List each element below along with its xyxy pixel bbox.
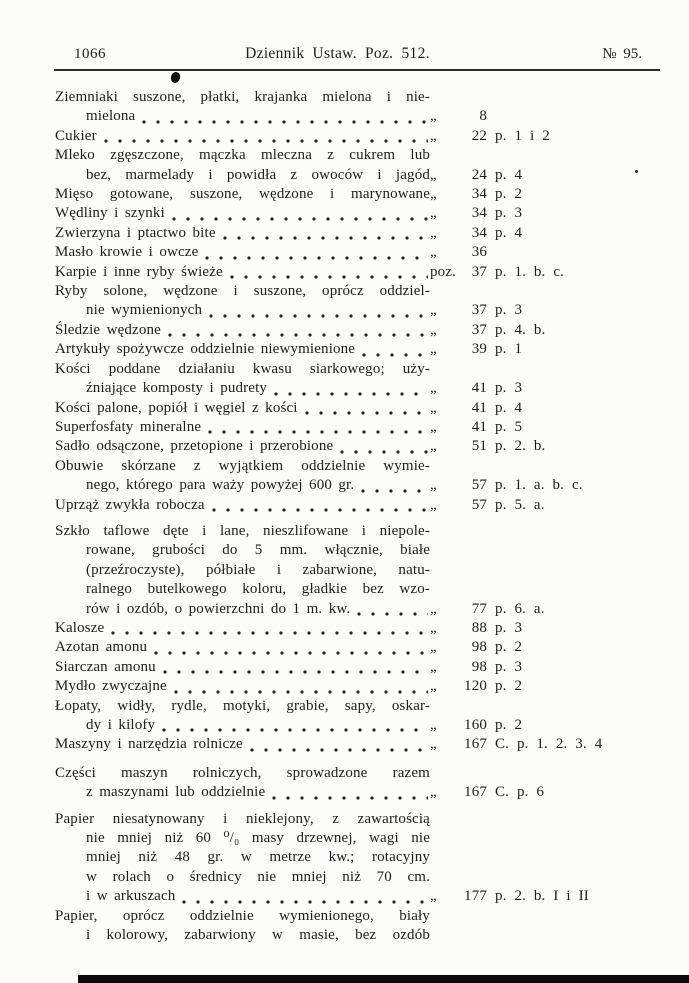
item-text-line — [55, 379, 430, 398]
item-text-line — [55, 321, 430, 340]
ref-number: 177 — [464, 888, 487, 905]
item-description — [55, 282, 430, 321]
ref-suffix: p. 4 — [495, 166, 523, 183]
item-description — [55, 496, 430, 515]
item-text-line — [55, 496, 430, 515]
list-item — [55, 88, 660, 127]
ref-number: 34 — [471, 186, 487, 203]
item-text-line: Kości poddane działaniu kwasu siarkowego; uży- — [55, 360, 430, 377]
ref-mark: „ — [430, 496, 437, 513]
ref-mark: „ — [430, 658, 437, 675]
ref-number: 37 — [471, 302, 487, 319]
item-description — [55, 735, 430, 754]
item-text: rów i ozdób, o powierzchni do 1 m. kw. — [86, 600, 351, 617]
item-description — [55, 638, 430, 657]
ref-mark: „ — [430, 399, 437, 416]
item-text-line — [55, 600, 430, 619]
dot-leader — [274, 379, 428, 398]
ref-suffix: p. 4 — [495, 399, 523, 416]
ref-suffix: p. 3 — [495, 205, 523, 222]
ref-suffix: p. 3 — [495, 619, 523, 636]
item-text: Śledzie wędzone — [55, 321, 161, 338]
item-text: Superfosfaty mineralne — [55, 418, 202, 435]
ref-suffix: p. 1 i 2 — [495, 127, 550, 144]
item-text-line — [55, 340, 430, 359]
ref-mark: „ — [430, 418, 437, 435]
item-description — [55, 619, 430, 638]
item-text-line: Ryby solone, wędzone i suszone, oprócz oddziel- — [55, 283, 430, 300]
dot-leader — [208, 418, 428, 437]
item-text: dy i kilofy — [86, 717, 156, 733]
list-item — [55, 399, 660, 418]
list-item — [55, 437, 660, 456]
document-title: Dziennik Ustaw. Poz. 512. — [245, 45, 430, 62]
item-text-line: Części maszyn rolniczych, sprowadzone razem — [55, 764, 430, 781]
ref-number: 41 — [471, 399, 487, 416]
list-item — [55, 764, 660, 803]
ref-mark: „ — [430, 438, 437, 455]
list-item — [55, 185, 660, 204]
ref-suffix: p. 3 — [495, 302, 523, 319]
ref-suffix: p. 5. a. — [495, 496, 545, 513]
dot-leader — [230, 263, 428, 282]
item-description — [55, 697, 430, 736]
ref-mark: „ — [430, 244, 437, 261]
tariff-reference — [430, 783, 544, 802]
dot-leader — [340, 437, 428, 456]
tariff-reference — [430, 619, 522, 638]
item-text-line — [55, 127, 430, 146]
ref-number: 167 — [464, 784, 487, 801]
tariff-reference — [430, 437, 545, 456]
item-description — [55, 263, 430, 282]
list-item — [55, 658, 660, 677]
dot-leader — [163, 658, 428, 677]
item-description — [55, 360, 430, 399]
ref-mark: „ — [430, 717, 437, 733]
list-item — [55, 522, 660, 619]
item-text-line: Ziemniaki suszone, płatki, krajanka mielona i nie- — [55, 89, 430, 105]
item-text-line — [55, 716, 430, 735]
tariff-reference — [430, 638, 522, 657]
item-text: Zwierzyna i ptactwo bite — [55, 224, 216, 241]
item-description — [55, 224, 430, 243]
item-text-line — [55, 437, 430, 456]
ref-suffix: p. 1. a. b. c. — [495, 477, 583, 494]
list-item — [55, 146, 660, 185]
ref-number: 41 — [471, 380, 487, 397]
ref-mark: „ — [430, 127, 437, 144]
item-text: Kalosze — [55, 619, 105, 636]
ref-number: 120 — [464, 678, 487, 695]
tariff-reference — [430, 476, 583, 495]
item-description — [55, 127, 430, 146]
item-text-line — [55, 783, 430, 802]
ref-suffix: p. 2 — [495, 678, 523, 695]
ref-suffix: C. p. 1. 2. 3. 4 — [495, 736, 603, 753]
list-item — [55, 360, 660, 399]
ref-number: 34 — [471, 205, 487, 222]
ref-suffix: p. 2 — [495, 186, 523, 203]
ref-number: 51 — [471, 438, 487, 455]
item-text-line — [55, 243, 430, 262]
ref-suffix: p. 2. b. I i II — [495, 888, 589, 905]
tariff-reference — [430, 399, 522, 418]
item-text: nego, którego para waży powyżej 600 gr. — [86, 477, 355, 494]
item-text-line: nie mniej niż 60 ⁰/₀ masy drzewnej, wagi nie — [86, 830, 430, 847]
dot-leader — [174, 677, 428, 696]
ref-mark: „ — [430, 888, 437, 905]
item-text-line: ralnego butelkowego koloru, gładkie bez wzo- — [86, 581, 430, 598]
item-description — [55, 658, 430, 677]
item-description — [55, 457, 430, 496]
item-text-line: (przeźroczyste), półbiałe i zabarwione, natu- — [86, 561, 430, 578]
ref-number: 22 — [471, 127, 487, 144]
list-item — [55, 127, 660, 146]
ref-mark: „ — [430, 205, 437, 222]
dot-leader — [154, 638, 428, 657]
tariff-reference — [430, 166, 522, 185]
item-text-line: i kolorowy, zabarwiony w masie, bez ozdób — [86, 927, 430, 944]
item-description — [55, 340, 430, 359]
item-text: Karpie i inne ryby świeże — [55, 263, 223, 280]
ref-mark: „ — [430, 619, 437, 636]
item-description — [55, 418, 430, 437]
item-text-line — [55, 224, 430, 243]
item-text-line — [55, 887, 430, 906]
dot-leader — [361, 476, 428, 495]
ref-suffix: p. 2 — [495, 639, 523, 656]
ref-suffix: p. 3 — [495, 658, 523, 675]
item-description — [55, 677, 430, 696]
ref-mark: „ — [430, 224, 437, 241]
header-rule — [54, 69, 660, 71]
item-text-line: Mięso gotowane, suszone, wędzone i marynowane — [55, 186, 430, 203]
item-text-line: Papier niesatynowany i nieklejony, z zawartością — [55, 810, 430, 827]
dot-leader — [162, 716, 428, 735]
item-description — [55, 399, 430, 418]
list-item — [55, 619, 660, 638]
item-text: Azotan amonu — [55, 639, 148, 656]
item-text-line — [55, 301, 430, 320]
dot-leader — [104, 127, 428, 146]
item-description — [55, 522, 430, 619]
ref-number: 36 — [471, 244, 487, 261]
item-text-line — [55, 107, 430, 126]
item-text: nie wymienionych — [86, 302, 203, 319]
tariff-reference — [430, 204, 522, 223]
list-item — [55, 263, 660, 282]
item-text: źniające komposty i pudrety — [86, 380, 268, 397]
dot-leader — [212, 496, 428, 515]
ref-mark: „ — [430, 477, 437, 494]
dot-leader — [111, 619, 428, 638]
ref-mark: „ — [430, 341, 437, 358]
list-item — [55, 496, 660, 515]
dot-leader — [272, 783, 428, 802]
item-description — [55, 810, 430, 907]
item-text-line: mniej niż 48 gr. w metrze kw.; rotacyjny — [86, 849, 430, 866]
item-text-line — [55, 638, 430, 657]
item-text-line — [55, 619, 430, 638]
ref-number: 98 — [471, 639, 487, 656]
dot-leader — [223, 224, 428, 243]
item-text: mielona — [86, 108, 136, 125]
ref-number: 98 — [471, 658, 487, 675]
item-description — [55, 88, 430, 127]
item-description — [55, 185, 430, 204]
item-text: Sadło odsączone, przetopione i przerobione — [55, 438, 334, 455]
list-item — [55, 340, 660, 359]
dot-leader — [250, 735, 428, 754]
list-item — [55, 457, 660, 496]
item-text-line — [55, 399, 430, 418]
list-item — [55, 204, 660, 223]
dot-leader — [205, 243, 428, 262]
item-text-line — [55, 476, 430, 495]
tariff-reference — [430, 496, 545, 515]
tariff-reference — [430, 658, 522, 677]
dot-leader — [357, 600, 428, 619]
item-text: z maszynami lub oddzielnie — [86, 784, 266, 801]
ink-blot-artifact — [170, 71, 181, 84]
list-item — [55, 418, 660, 437]
ref-mark: „ — [430, 380, 437, 397]
list-item — [55, 735, 660, 754]
tariff-reference — [430, 340, 522, 359]
ref-number: 160 — [464, 717, 487, 733]
tariff-reference — [430, 600, 545, 619]
item-text-line: w rolach o średnicy nie mniej niż 70 cm. — [86, 868, 430, 885]
item-description — [55, 204, 430, 223]
list-item — [55, 224, 660, 243]
item-text: Mydło zwyczajne — [55, 678, 167, 695]
ref-mark: „ — [430, 600, 437, 617]
item-text-line: Mleko zgęszczone, mączka mleczna z cukrem lub — [55, 147, 430, 164]
ref-number: 57 — [471, 496, 487, 513]
item-text-line: Szkło taflowe dęte i lane, nieszlifowane i niepole- — [55, 522, 430, 539]
ref-mark: „ — [430, 784, 437, 801]
ref-mark: „ — [430, 736, 437, 753]
list-item — [55, 638, 660, 657]
tariff-reference — [430, 418, 522, 437]
ref-mark: „ — [430, 678, 437, 695]
page-number: 1066 — [74, 46, 106, 62]
ref-number: 88 — [471, 619, 487, 636]
item-text-line: Łopaty, widły, rydle, motyki, grabie, sapy, oskar- — [55, 697, 430, 714]
list-item — [55, 243, 660, 262]
ref-suffix: C. p. 6 — [495, 784, 545, 801]
item-text: Artykuły spożywcze oddzielnie niewymienione — [55, 341, 356, 358]
dot-leader — [168, 321, 428, 340]
ref-suffix: p. 1 — [495, 341, 523, 358]
tariff-reference — [430, 263, 564, 282]
tariff-reference — [430, 735, 602, 754]
item-description — [55, 907, 430, 946]
item-text-line — [55, 263, 430, 282]
item-description — [55, 321, 430, 340]
item-text-line: Obuwie skórzane z wyjątkiem oddzielnie wymie- — [55, 457, 430, 474]
dot-leader — [305, 399, 428, 418]
list-item — [55, 282, 660, 321]
ref-suffix: p. 3 — [495, 380, 523, 397]
tariff-reference — [430, 716, 522, 735]
item-text-line — [55, 677, 430, 696]
item-text: Siarczan amonu — [55, 658, 156, 675]
ref-number: 57 — [471, 477, 487, 494]
ref-suffix: p. 5 — [495, 418, 523, 435]
item-text: Kości palone, popiół i węgiel z kości — [55, 399, 298, 416]
ref-number: 77 — [471, 600, 487, 617]
tariff-reference — [430, 887, 589, 906]
dot-leader — [362, 340, 428, 359]
item-text-line: bez, marmelady i powidła z owoców i jagód — [86, 166, 430, 183]
item-text: Masło krowie i owcze — [55, 244, 199, 261]
ref-mark: „ — [430, 108, 437, 125]
ref-suffix: p. 6. a. — [495, 600, 545, 617]
ref-mark: „ — [430, 166, 437, 183]
list-item — [55, 697, 660, 736]
item-text-line — [55, 204, 430, 223]
tariff-reference — [430, 185, 522, 204]
list-item — [55, 810, 660, 907]
tariff-reference — [430, 677, 522, 696]
ref-suffix: p. 4 — [495, 224, 523, 241]
item-description — [55, 437, 430, 456]
dot-leader — [172, 204, 428, 223]
ref-number: 37 — [471, 263, 487, 280]
tariff-reference — [430, 127, 550, 146]
dot-leader — [142, 107, 428, 126]
ref-suffix: p. 4. b. — [495, 321, 546, 338]
item-text-line — [55, 658, 430, 677]
list-item — [55, 677, 660, 696]
tariff-reference — [430, 243, 495, 262]
tariff-reference — [430, 321, 545, 340]
dot-leader — [182, 887, 428, 906]
tariff-reference — [430, 224, 522, 243]
item-description — [55, 243, 430, 262]
ref-number: 24 — [471, 166, 487, 183]
dot-leader — [209, 301, 428, 320]
ref-mark: „ — [430, 321, 437, 338]
ref-number: 37 — [471, 321, 487, 338]
item-text-line: Papier, oprócz oddzielnie wymienionego, biały — [55, 907, 430, 924]
ref-number: 41 — [471, 418, 487, 435]
ref-mark: „ — [430, 639, 437, 656]
list-item — [55, 907, 660, 946]
scan-edge-artifact — [78, 975, 689, 983]
item-text: Wędliny i szynki — [55, 205, 165, 222]
item-text: Uprząż zwykła robocza — [55, 496, 205, 513]
item-description — [55, 764, 430, 803]
tariff-reference — [430, 107, 495, 126]
ref-suffix: p. 2. b. — [495, 438, 546, 455]
list-item — [55, 321, 660, 340]
ref-number: 39 — [471, 341, 487, 358]
ref-number: 8 — [479, 108, 487, 125]
tariff-list — [55, 88, 660, 945]
item-text-line: rowane, grubości do 5 mm. włącznie, białe — [86, 542, 430, 559]
ref-number: 34 — [471, 224, 487, 241]
item-text-line — [55, 735, 430, 754]
item-text: i w arkuszach — [86, 888, 176, 905]
item-text: Maszyny i narzędzia rolnicze — [55, 736, 243, 753]
ref-mark: poz. — [430, 263, 457, 280]
tariff-reference — [430, 379, 522, 398]
ref-suffix: p. 1. b. c. — [495, 263, 565, 280]
item-description — [55, 146, 430, 185]
ref-suffix: p. 2 — [495, 717, 523, 733]
tariff-reference — [430, 301, 522, 320]
ref-mark: „ — [430, 302, 437, 319]
ref-number: 167 — [464, 736, 487, 753]
ref-mark: „ — [430, 186, 437, 203]
item-text: Cukier — [55, 127, 97, 144]
item-text-line — [55, 418, 430, 437]
issue-number: № 95. — [602, 46, 642, 62]
